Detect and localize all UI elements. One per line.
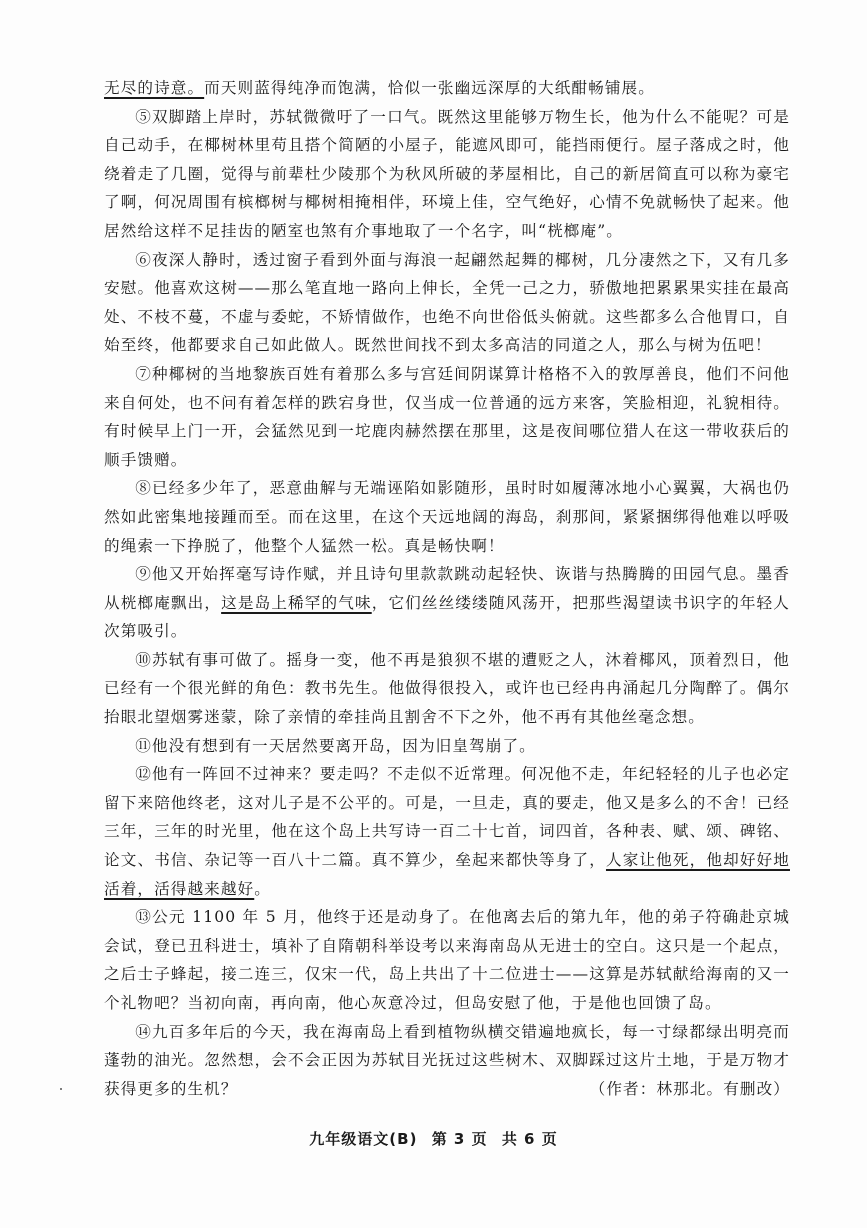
paragraph-text: ⑭九百多年后的今天，我在海南岛上看到植物纵横交错遍地疯长，每一寸绿都绿出明亮而蓬勃的油光。忽然想，会不会正因为苏轼目光抚过这些树木、双脚踩过这片土地，于是万物才获得更多的生机？ bbox=[104, 1022, 790, 1098]
paragraph-14 bbox=[104, 1018, 790, 1104]
paragraph-11: ⑪他没有想到有一天居然要离开岛，因为旧皇驾崩了。 bbox=[135, 736, 536, 755]
scan-speck bbox=[60, 1088, 62, 1090]
paragraph-text: ⑫他有一阵回不过神来？要走吗？不走似不近常理。何况他不走，年纪轻轻的儿子也必定留下来陪他终老，这对儿子是不公平的。可是，一旦走，真的要走，他又是多么的不舍！已经三年，三年的时光里，他在这个岛上共写诗一百二十七首，词四首，各种表、赋、颂、碑铭、论文、书信、杂记等一百八十二篇。真不算少，垒起来都快等身了， bbox=[104, 765, 790, 870]
paragraph-text: 。 bbox=[254, 879, 271, 898]
paragraph-5: ⑤双脚踏上岸时，苏轼微微吁了一口气。既然这里能够万物生长，他为什么不能呢？可是自己动手，在椰树林里苟且搭个简陋的小屋子，能遮风即可，能挡雨便行。屋子落成之时，他绕着走了几圈，觉得与前辈杜少陵那个为秋风所破的茅屋相比，自己的新居简直可以称为豪宅了啊，何况周围有槟榔树与椰树相掩相伴，环境上佳，空气绝好，心情不免就畅快了起来。他居然给这样不足挂齿的陋室也煞有介事地取了一个名字，叫“桄榔庵”。 bbox=[104, 107, 790, 240]
paragraph-text: ，它们丝丝缕缕随风荡开，把那些渴望读书识字的年轻人次第吸引。 bbox=[104, 593, 790, 641]
paragraph-10: ⑩苏轼有事可做了。摇身一变，他不再是狼狈不堪的遭贬之人，沐着椰风，顶着烈日，他已经有一个很光鲜的角色：教书先生。他做得很投入，或许也已经冉冉涌起几分陶醉了。偶尔抬眼北望烟雾迷蒙，除了亲情的牵挂尚且割舍不下之外，他不再有其他丝毫念想。 bbox=[104, 650, 790, 727]
paragraph-7: ⑦种椰树的当地黎族百姓有着那么多与宫廷间阴谋算计格格不入的敦厚善良，他们不问他来自何处，也不问有着怎样的跌宕身世，仅当成一位普通的远方来客，笑脸相迎，礼貌相待。有时候早上门一开，会猛然见到一坨鹿肉赫然摆在那里，这是夜间哪位猎人在这一带收获后的顺手馈赠。 bbox=[104, 364, 790, 469]
paragraph-8: ⑧已经多少年了，恶意曲解与无端诬陷如影随形，虽时时如履薄冰地小心翼翼，大祸也仍然如此密集地接踵而至。而在这里，在这个天远地阔的海岛，刹那间，紧紧捆绑得他难以呼吸的绳索一下挣脱了，他整个人猛然一松。真是畅快啊！ bbox=[104, 479, 790, 555]
paragraph-6: ⑥夜深人静时，透过窗子看到外面与海浪一起翩然起舞的椰树，几分凄然之下，又有几多安慰。他喜欢这树——那么笔直地一路向上伸长，全凭一己之力，骄傲地把累累果实挂在最高处、不枝不蔓，不虚与委蛇，不矫情做作，也绝不向世俗低头俯就。这些都多么合他胃口，自始至终，他都要求自己如此做人。既然世间找不到太多高洁的同道之人，那么与树为伍吧！ bbox=[104, 250, 790, 355]
paragraph-text: ⑨他又开始挥毫写诗作赋，并且诗句里款款跳动起轻快、诙谐与热腾腾的田园气息。墨香从桄榔庵飘出， bbox=[104, 565, 790, 612]
footer-subject: 九年级语文(B) bbox=[309, 1130, 418, 1148]
paragraph-9 bbox=[104, 560, 790, 646]
article-body bbox=[104, 74, 790, 1103]
author-note: （作者：林那北。有删改） bbox=[589, 1079, 790, 1098]
paragraph-4-tail bbox=[104, 74, 790, 103]
page-footer bbox=[0, 1128, 867, 1149]
paragraph-12 bbox=[104, 760, 790, 903]
underlined-phrase: 这是岛上稀罕的气味 bbox=[221, 593, 372, 612]
underlined-phrase: 无尽的诗意。 bbox=[104, 79, 205, 97]
footer-page-number: 第 3 页 bbox=[431, 1130, 488, 1148]
paragraph-text: 而天则蓝得纯净而饱满，恰似一张幽远深厚的大纸酣畅铺展。 bbox=[204, 79, 655, 97]
underlined-phrase: 人家让他死，他却好好地活着，活得越来越好 bbox=[104, 851, 790, 898]
footer-total-pages: 共 6 页 bbox=[501, 1130, 558, 1148]
paragraph-13: ⑬公元 1100 年 5 月，他终于还是动身了。在他离去后的第九年，他的弟子符确赴京城会试，登已丑科进士，填补了自隋朝科举设考以来海南岛从无进士的空白。这只是一个起点，之后士子蜂起，接二连三，仅宋一代，岛上共出了十二位进士——这算是苏轼献给海南的又一个礼物吧？当初向南，再向南，他心灰意冷过，但岛安慰了他，于是他也回馈了岛。 bbox=[104, 908, 790, 1012]
